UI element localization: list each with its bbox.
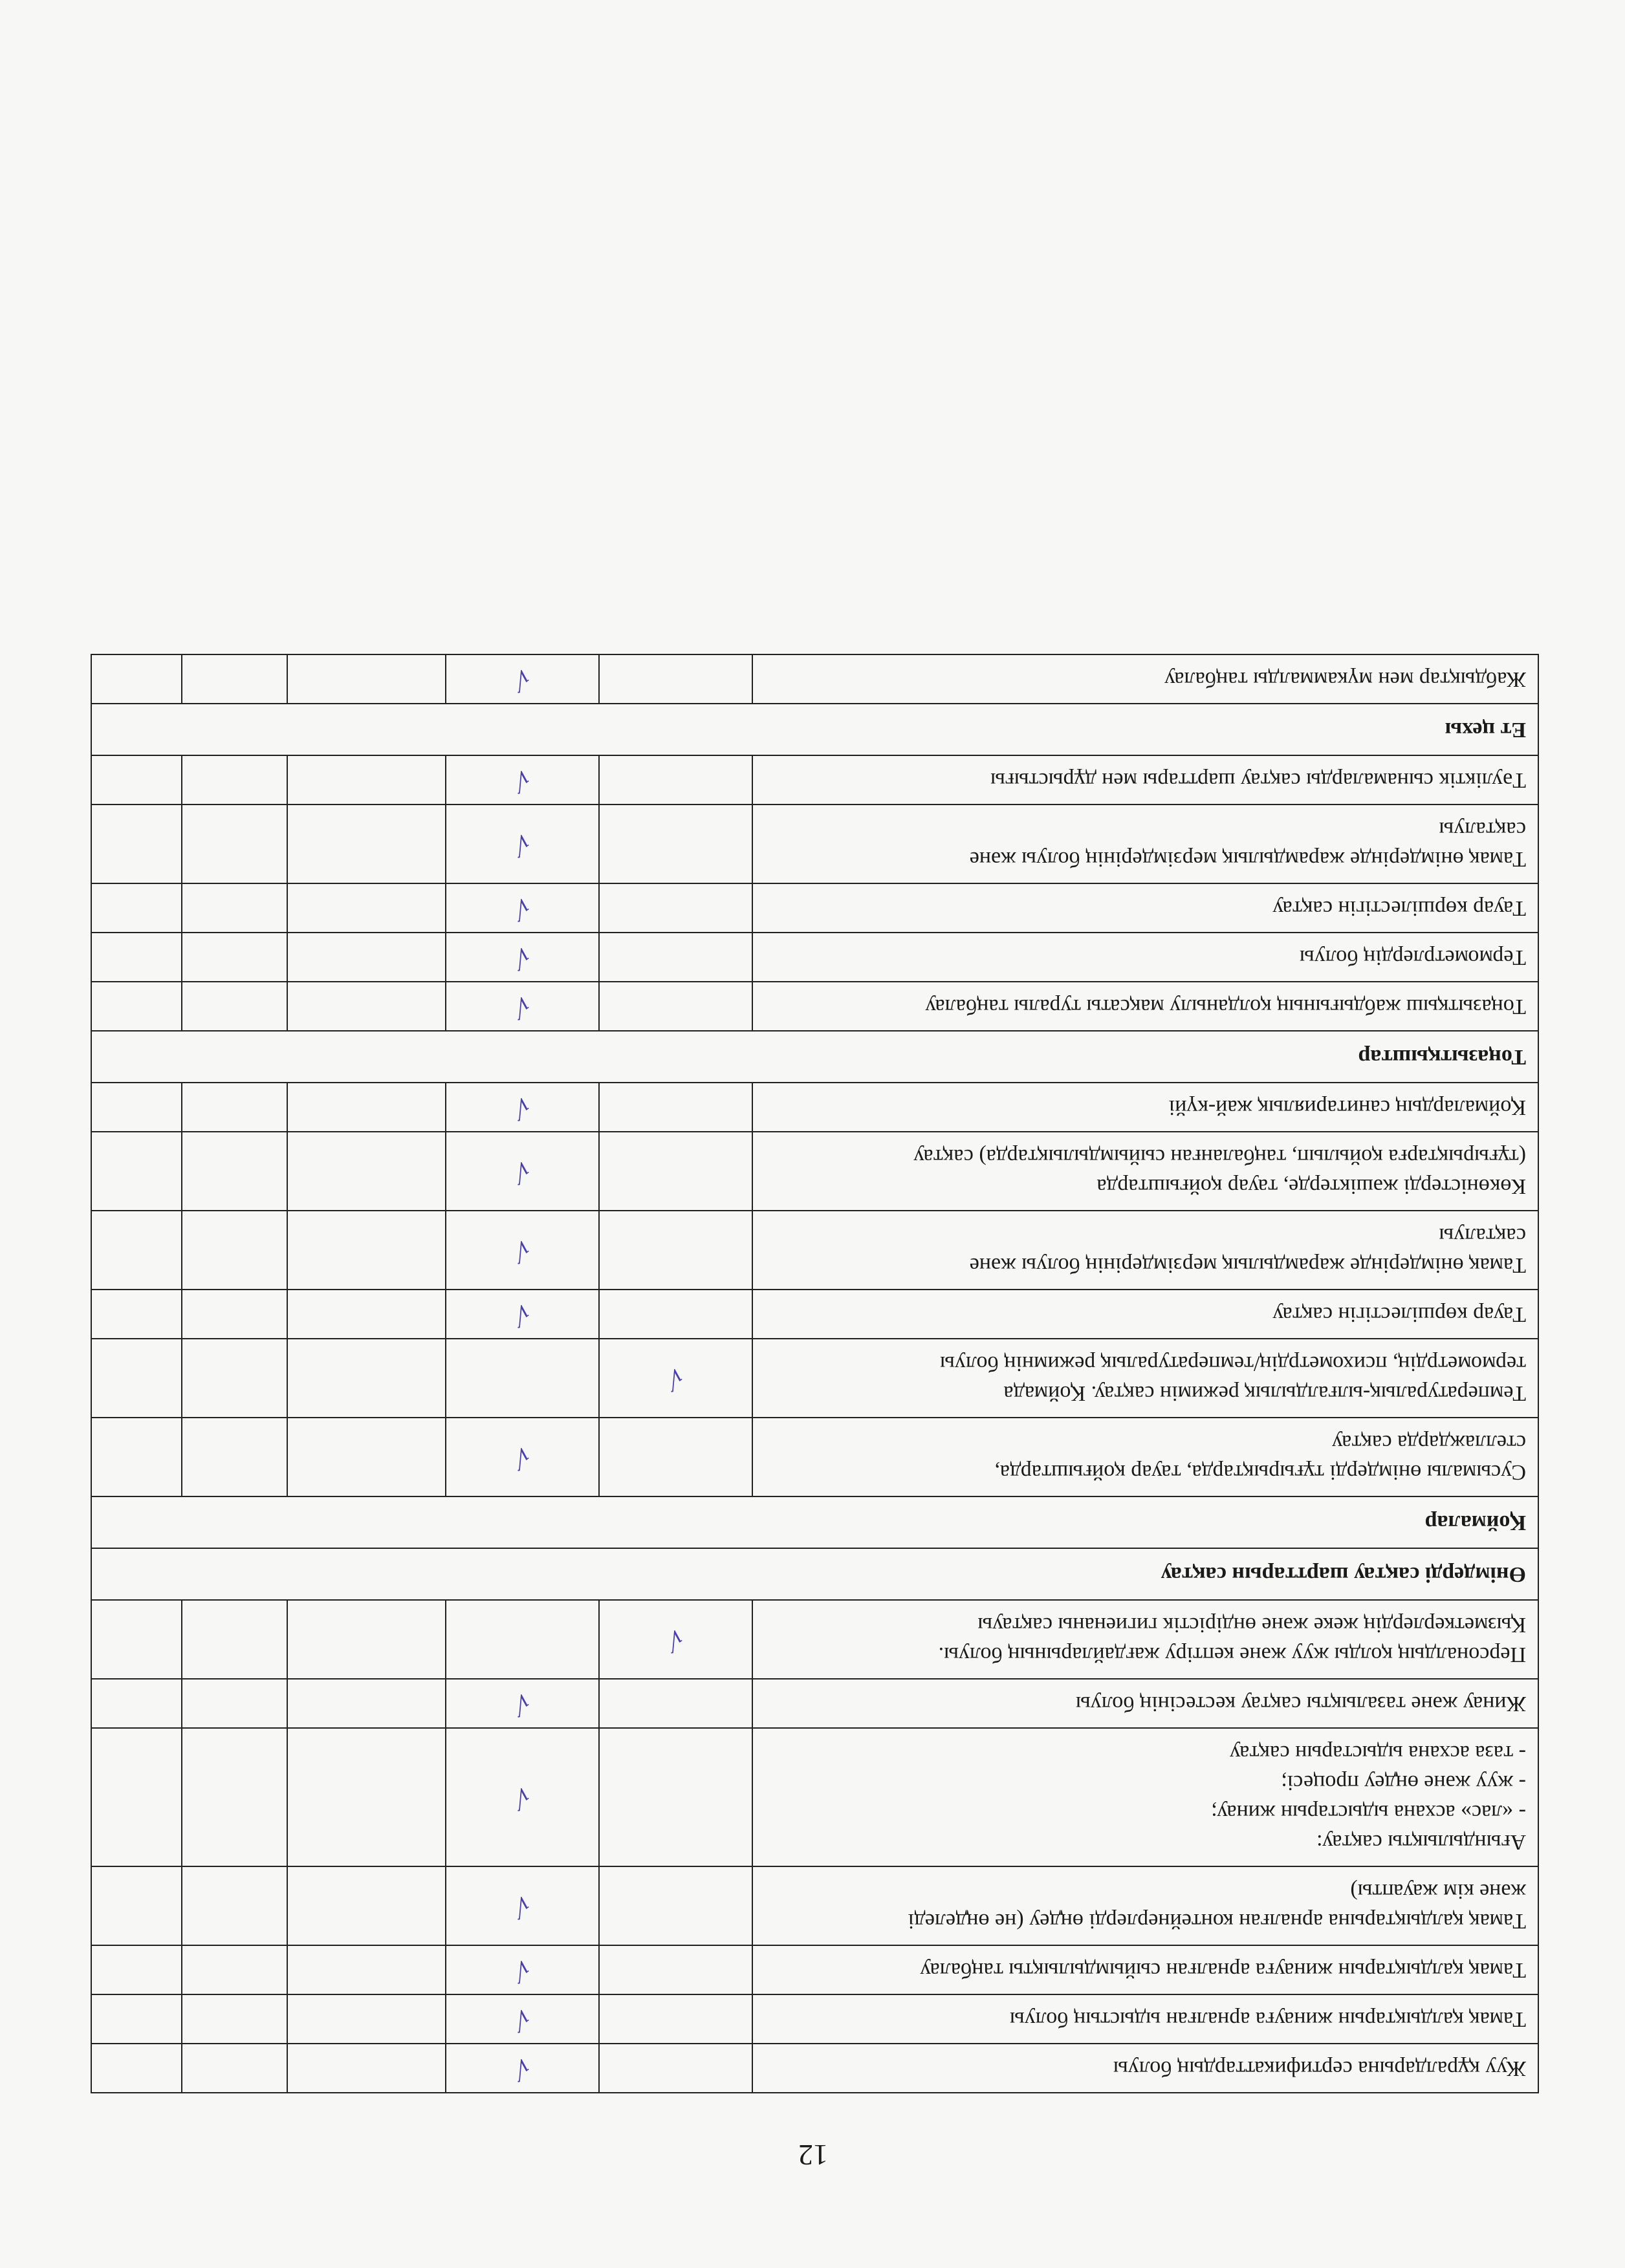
empty-cell	[599, 933, 752, 982]
requirement-cell	[752, 1994, 1538, 2044]
requirement-cell	[752, 933, 1538, 982]
requirement-text: Температуралық-ылғалдылық режимін сақтау. Қоймада	[1003, 1381, 1526, 1405]
requirement-cell	[752, 1339, 1538, 1418]
empty-cell	[599, 1290, 752, 1339]
checklist-row	[91, 883, 1538, 933]
empty-cell	[599, 1083, 752, 1132]
checklist-row	[91, 1132, 1538, 1211]
check-mark-cell	[446, 755, 599, 805]
check-mark-cell	[446, 654, 599, 704]
empty-cell	[287, 1679, 446, 1728]
section-header-row	[91, 1496, 1538, 1548]
requirement-cell	[752, 982, 1538, 1031]
section-title-text: Тоңазытқыштар	[1358, 1045, 1526, 1069]
checklist-row	[91, 1945, 1538, 1994]
empty-cell	[287, 1418, 446, 1496]
requirement-cell	[752, 1290, 1538, 1339]
check-mark-cell	[446, 1290, 599, 1339]
empty-cell	[599, 1945, 752, 1994]
empty-cell	[182, 1866, 287, 1945]
empty-cell	[91, 1679, 182, 1728]
requirement-text: және кім жауапты)	[1350, 1879, 1526, 1903]
requirement-text: Тамақ қалдықтарын жинауға арналған ыдыстың болуы	[1009, 2007, 1526, 2031]
requirement-cell	[752, 883, 1538, 933]
requirement-cell	[752, 2044, 1538, 2093]
requirement-text: сақталуы	[1439, 817, 1526, 841]
requirement-text: Қоймалардың санитариялық жай-күйі	[1168, 1096, 1526, 1119]
empty-cell	[182, 883, 287, 933]
check-mark-cell	[446, 2044, 599, 2093]
requirement-text: Жуу құралдарына сертификаттардың болуы	[1113, 2057, 1526, 2080]
empty-cell	[287, 2044, 446, 2093]
empty-cell	[287, 755, 446, 805]
section-header-row	[91, 1548, 1538, 1600]
requirement-cell	[752, 755, 1538, 805]
empty-cell	[91, 1132, 182, 1211]
check-mark-icon: √	[512, 891, 533, 925]
check-mark-cell	[446, 1418, 599, 1496]
check-mark-icon: √	[665, 1361, 686, 1395]
checklist-row	[91, 1866, 1538, 1945]
empty-cell	[182, 982, 287, 1031]
requirement-cell	[752, 1679, 1538, 1728]
empty-cell	[91, 933, 182, 982]
requirement-cell	[752, 1728, 1538, 1866]
requirement-text: - «лас» асхана ыдыстарын жинау;	[1211, 1800, 1526, 1824]
check-mark-icon: √	[512, 662, 533, 696]
requirement-text: Жабдықтар мен мүкаммалды таңбалау	[1164, 667, 1526, 691]
requirement-text: Тәуліктік сынамаларды сақтау шарттары мен дұрыстығы	[990, 768, 1526, 792]
check-mark-cell	[599, 1600, 752, 1679]
requirement-text: Көкөністерді жәшіктерде, тауар қойғыштарда	[1096, 1174, 1526, 1198]
empty-cell	[287, 933, 446, 982]
check-mark-icon: √	[512, 1090, 533, 1124]
empty-cell	[182, 1290, 287, 1339]
check-mark-cell	[599, 1339, 752, 1418]
empty-cell	[182, 1728, 287, 1866]
empty-cell	[599, 805, 752, 883]
empty-cell	[446, 1600, 599, 1679]
empty-cell	[91, 1339, 182, 1418]
empty-cell	[91, 1418, 182, 1496]
requirement-text: Тамақ қалдықтарын жинауға арналған сыйымдылықты таңбалау	[920, 1958, 1526, 1982]
checklist-row	[91, 755, 1538, 805]
empty-cell	[182, 933, 287, 982]
requirement-text: Ағындылықты сақтау:	[1316, 1830, 1526, 1854]
requirement-text: Тамақ қалдықтарына арналған контейнерлерді өңдеу (не өңделеді	[908, 1909, 1526, 1933]
check-mark-icon: √	[512, 1687, 533, 1720]
requirement-text: Қызметкерлердің жеке және өндірістік гигиенаны сақтауы	[977, 1613, 1526, 1637]
requirement-text: Жинау және тазалықты сақтау кестесінің болуы	[1075, 1692, 1526, 1716]
empty-cell	[182, 1211, 287, 1290]
empty-cell	[287, 1083, 446, 1132]
empty-cell	[287, 1728, 446, 1866]
check-mark-cell	[446, 1866, 599, 1945]
empty-cell	[182, 1083, 287, 1132]
empty-cell	[91, 755, 182, 805]
check-mark-cell	[446, 883, 599, 933]
empty-cell	[91, 1600, 182, 1679]
check-mark-cell	[446, 1994, 599, 2044]
check-mark-icon: √	[512, 940, 533, 974]
empty-cell	[287, 1600, 446, 1679]
requirement-cell	[752, 1945, 1538, 1994]
requirement-text: Персоналдың қолды жуу және кептіру жағдайларының болуы.	[938, 1643, 1526, 1667]
empty-cell	[287, 1290, 446, 1339]
requirement-text: Тауар көршілестігін сақтау	[1272, 1302, 1526, 1326]
section-title-text: Ет цехы	[1445, 718, 1526, 742]
section-header-row	[91, 1031, 1538, 1083]
empty-cell	[182, 2044, 287, 2093]
check-mark-icon: √	[512, 827, 533, 861]
check-mark-cell	[446, 982, 599, 1031]
check-mark-icon: √	[512, 1889, 533, 1923]
empty-cell	[599, 1132, 752, 1211]
checklist-table	[91, 654, 1539, 2093]
section-title	[91, 1031, 1538, 1083]
requirement-cell	[752, 1132, 1538, 1211]
empty-cell	[599, 982, 752, 1031]
requirement-cell	[752, 1211, 1538, 1290]
empty-cell	[91, 654, 182, 704]
requirement-cell	[752, 1418, 1538, 1496]
check-mark-icon: √	[512, 2051, 533, 2085]
checklist-row	[91, 1083, 1538, 1132]
requirement-text: - таза асхана ыдыстарын сақтау	[1229, 1741, 1526, 1765]
check-mark-cell	[446, 1083, 599, 1132]
checklist-row	[91, 1600, 1538, 1679]
requirement-text: Сусымалы өнімдерді тұғырықтарда, тауар қойғыштарда,	[994, 1460, 1526, 1484]
empty-cell	[599, 1728, 752, 1866]
empty-cell	[91, 883, 182, 933]
check-mark-cell	[446, 933, 599, 982]
empty-cell	[182, 654, 287, 704]
empty-cell	[446, 1339, 599, 1418]
empty-cell	[91, 805, 182, 883]
empty-cell	[287, 1945, 446, 1994]
checklist-row	[91, 654, 1538, 704]
checklist-row	[91, 1211, 1538, 1290]
section-title-text: Өнімдерді сақтау шарттарын сақтау	[1161, 1562, 1526, 1586]
section-title	[91, 704, 1538, 755]
empty-cell	[287, 805, 446, 883]
empty-cell	[91, 1866, 182, 1945]
checklist-row	[91, 1994, 1538, 2044]
empty-cell	[599, 1418, 752, 1496]
check-mark-icon: √	[512, 1297, 533, 1331]
empty-cell	[599, 1679, 752, 1728]
requirement-text: стеллаждарда сақтау	[1331, 1431, 1526, 1454]
empty-cell	[182, 755, 287, 805]
empty-cell	[182, 1418, 287, 1496]
check-mark-cell	[446, 1132, 599, 1211]
requirement-cell	[752, 1083, 1538, 1132]
check-mark-cell	[446, 805, 599, 883]
empty-cell	[91, 2044, 182, 2093]
requirement-text: (тұғырықтарға қойылып, таңбаланған сыйымдылықтарда) сақтау	[913, 1145, 1526, 1169]
checklist-row	[91, 1290, 1538, 1339]
check-mark-icon: √	[512, 1780, 533, 1814]
empty-cell	[599, 2044, 752, 2093]
empty-cell	[599, 1994, 752, 2044]
check-mark-icon: √	[512, 763, 533, 797]
empty-cell	[287, 883, 446, 933]
checklist-row	[91, 1339, 1538, 1418]
empty-cell	[91, 1728, 182, 1866]
empty-cell	[182, 1679, 287, 1728]
check-mark-icon: √	[665, 1623, 686, 1656]
check-mark-icon: √	[512, 1440, 533, 1474]
empty-cell	[287, 1866, 446, 1945]
empty-cell	[91, 1994, 182, 2044]
empty-cell	[91, 982, 182, 1031]
requirement-text: сақталуы	[1439, 1224, 1526, 1247]
empty-cell	[599, 1866, 752, 1945]
checklist-row	[91, 982, 1538, 1031]
requirement-cell	[752, 1866, 1538, 1945]
checklist-row	[91, 1728, 1538, 1866]
empty-cell	[287, 1994, 446, 2044]
requirement-text: Тамақ өнімдерінде жарамдылық мерзімдерінің болуы және	[969, 847, 1526, 871]
check-mark-cell	[446, 1211, 599, 1290]
empty-cell	[91, 1083, 182, 1132]
section-title-text: Қоймалар	[1424, 1511, 1526, 1535]
checklist-row	[91, 1679, 1538, 1728]
section-header-row	[91, 704, 1538, 755]
empty-cell	[182, 1132, 287, 1211]
requirement-text: термометрдің, психометрдің/температуралық режимнің болуы	[940, 1352, 1526, 1376]
requirement-text: Тоңазытқыш жабдығының қолданылу мақсаты туралы таңбалау	[925, 995, 1526, 1019]
requirement-cell	[752, 1600, 1538, 1679]
check-mark-cell	[446, 1679, 599, 1728]
check-mark-icon: √	[512, 989, 533, 1023]
check-mark-icon: √	[512, 2002, 533, 2036]
table-body	[91, 654, 1538, 2093]
check-mark-icon: √	[512, 1233, 533, 1267]
empty-cell	[287, 654, 446, 704]
empty-cell	[287, 982, 446, 1031]
empty-cell	[599, 755, 752, 805]
requirement-cell	[752, 805, 1538, 883]
checklist-row	[91, 2044, 1538, 2093]
empty-cell	[182, 1994, 287, 2044]
checklist-row	[91, 1418, 1538, 1496]
empty-cell	[182, 1600, 287, 1679]
page-number: 12	[798, 2139, 828, 2172]
empty-cell	[182, 1339, 287, 1418]
empty-cell	[599, 654, 752, 704]
section-title	[91, 1496, 1538, 1548]
requirement-text: - жуу және өңдеу процесі;	[1281, 1771, 1526, 1795]
check-mark-cell	[446, 1728, 599, 1866]
empty-cell	[91, 1945, 182, 1994]
empty-cell	[599, 1211, 752, 1290]
empty-cell	[287, 1132, 446, 1211]
checklist-row	[91, 805, 1538, 883]
check-mark-icon: √	[512, 1154, 533, 1188]
section-title	[91, 1548, 1538, 1600]
empty-cell	[91, 1211, 182, 1290]
check-mark-cell	[446, 1945, 599, 1994]
empty-cell	[91, 1290, 182, 1339]
empty-cell	[182, 805, 287, 883]
requirement-text: Термометрлердің болуы	[1299, 945, 1526, 969]
empty-cell	[182, 1945, 287, 1994]
empty-cell	[287, 1339, 446, 1418]
checklist-row	[91, 933, 1538, 982]
requirement-text: Тауар көршілестігін сақтау	[1272, 896, 1526, 920]
requirement-cell	[752, 654, 1538, 704]
check-mark-icon: √	[512, 1953, 533, 1987]
empty-cell	[287, 1211, 446, 1290]
empty-cell	[599, 883, 752, 933]
requirement-text: Тамақ өнімдерінде жарамдылық мерзімдерінің болуы және	[969, 1253, 1526, 1277]
